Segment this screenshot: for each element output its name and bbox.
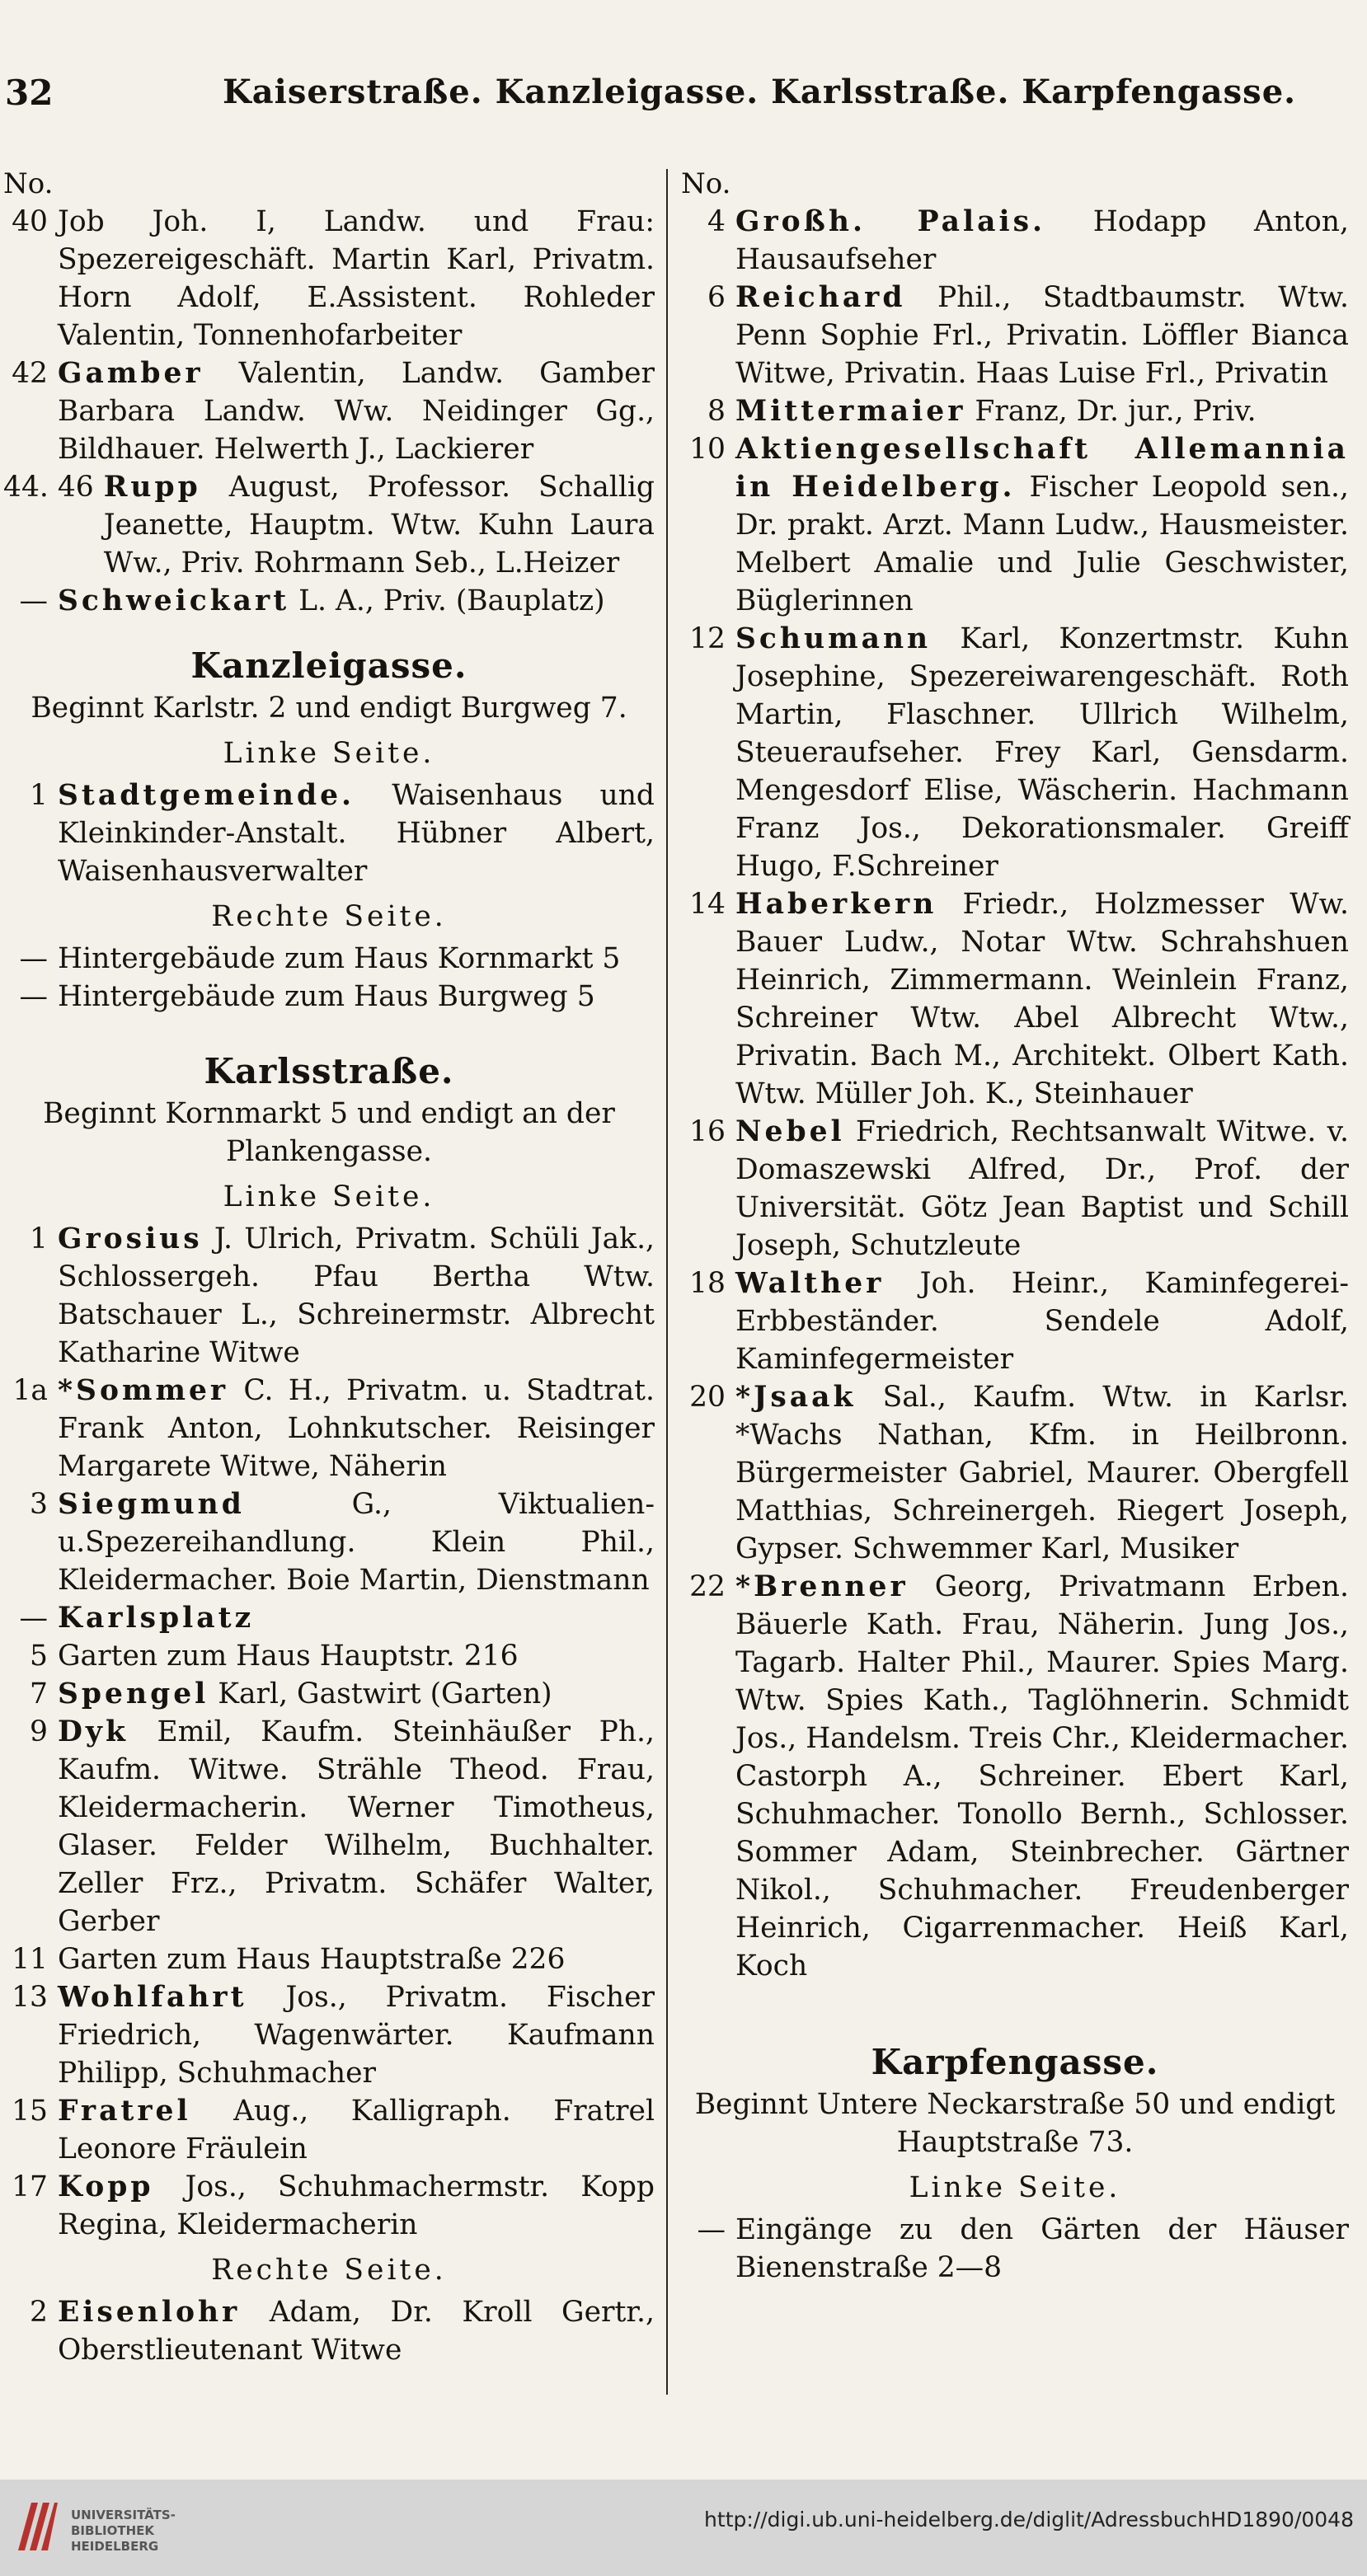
section-intro: Beginnt Karlstr. 2 und endigt Burgweg 7.: [31, 692, 627, 725]
section-heading: Karlsstraße.: [204, 1051, 454, 1091]
list-item: — Eingänge zu den Gärten der Häuser Bienenstraße 2—8: [697, 2213, 1349, 2284]
karlsstrasse-right-side: [681, 203, 1349, 1985]
section-intro: Beginnt Kornmarkt 5 und endigt an der Plankengasse.: [43, 1097, 615, 1168]
running-head: Kaiserstraße. Kanzleigasse. Karlsstraße. Karpfengasse.: [223, 73, 1297, 111]
list-item: 1 Stadtgemeinde. Waisenhaus und Kleinkinder-Anstalt. Hübner Albert, Waisenhausverwalter: [30, 779, 655, 888]
section-karlsstrasse: [3, 1049, 655, 2369]
list-item: — Hintergebäude zum Haus Burgweg 5: [19, 980, 595, 1013]
list-item: 8 Mittermaier Franz, Dr. jur., Priv.: [707, 395, 1257, 428]
list-item: 6 Reichard Phil., Stadtbaumstr. Wtw. Penn Sophie Frl., Privatin. Löffler Bianca Witwe, Privatin. Haas Luise Frl., Privatin: [707, 281, 1349, 390]
list-item: 13 Wohlfahrt Jos., Privatm. Fischer Friedrich, Wagenwärter. Kaufmann Philipp, Schuhmacher: [12, 1981, 655, 2090]
list-item: 40 Job Joh. I, Landw. und Frau: Spezereigeschäft. Martin Karl, Privatm. Horn Adolf, E.Assistent. Rohleder Valentin, Tonnenhofarbeiter: [12, 205, 655, 352]
list-item: 22 *Brenner Georg, Privatmann Erben. Bäuerle Kath. Frau, Näherin. Jung Jos., Tagarb. Halter Phil., Maurer. Spies Marg. Wtw. Spies Kath., Taglöhnerin. Schmidt Jos., Handelsm. Treis Chr., Kleidermacher. Castorph A., Schreiner. Ebert Karl, Schuhmacher. Tonollo Bernh., Schlosser. Sommer Adam, Steinbrecher. Gärtner Nikol., Schuhmacher. Freudenberger Heinrich, Cigarrenmacher. Heiß Karl, Koch: [689, 1570, 1349, 1982]
university-seal-icon: [15, 2499, 59, 2554]
list-item: 1 Grosius J. Ulrich, Privatm. Schüli Jak., Schlossergeh. Pfau Bertha Wtw. Batschauer L., Schreinermstr. Albrecht Katharine Witwe: [30, 1222, 655, 1369]
library-name: UNIVERSITÄTS- BIBLIOTHEK HEIDELBERG: [71, 2508, 176, 2554]
list-item: 12 Schumann Karl, Konzertmstr. Kuhn Josephine, Spezereiwarengeschäft. Roth Martin, Flaschner. Ullrich Wilhelm, Steueraufseher. Frey Karl, Gensdarm. Mengesdorf Elise, Wäscherin. Hachmann Franz Jos., Dekorationsmaler. Greiff Hugo, F.Schreiner: [689, 622, 1349, 883]
list-item: — Schweickart L. A., Priv. (Bauplatz): [19, 584, 605, 617]
list-item: 17 Kopp Jos., Schuhmachermstr. Kopp Regina, Kleidermacherin: [12, 2170, 655, 2241]
list-item: 5 Garten zum Haus Hauptstr. 216: [30, 1640, 519, 1673]
right-column: [681, 165, 1349, 2287]
list-item: — Hintergebäude zum Haus Kornmarkt 5: [19, 942, 621, 975]
list-item: 11 Garten zum Haus Hauptstraße 226: [12, 1943, 566, 1976]
side-label: Linke Seite.: [223, 1180, 435, 1213]
number-label: No.: [681, 167, 731, 200]
list-item: 42 Gamber Valentin, Landw. Gamber Barbara Landw. Ww. Neidinger Gg., Bildhauer. Helwerth J., Lackierer: [12, 357, 655, 466]
list-item: 18 Walther Joh. Heinr., Kaminfegerei-Erbbeständer. Sendele Adolf, Kaminfegermeister: [689, 1267, 1349, 1376]
list-item: 3 Siegmund G., Viktualien- u.Spezereihandlung. Klein Phil., Kleidermacher. Boie Martin, Dienstmann: [30, 1488, 655, 1597]
list-item: 20 *Jsaak Sal., Kaufm. Wtw. in Karlsr. *Wachs Nathan, Kfm. in Heilbronn. Bürgermeister Gabriel, Maurer. Obergfell Matthias, Schreinergeh. Riegert Joseph, Gypser. Schwemmer Karl, Musiker: [689, 1381, 1349, 1565]
side-label: Linke Seite.: [223, 737, 435, 770]
page-header: [0, 73, 1367, 130]
page-number: 32: [5, 73, 54, 113]
list-item: 4 Großh. Palais. Hodapp Anton, Hausaufseher: [707, 205, 1349, 276]
column-divider: [666, 169, 668, 2395]
kaiserstrasse-continued: [3, 203, 655, 620]
side-label: Linke Seite.: [909, 2171, 1121, 2204]
list-item: — Karlsplatz: [19, 1602, 255, 1635]
list-item: 2 Eisenlohr Adam, Dr. Kroll Gertr., Oberstlieutenant Witwe: [30, 2296, 655, 2367]
list-item: 7 Spengel Karl, Gastwirt (Garten): [30, 1677, 552, 1710]
number-label: No.: [3, 167, 54, 200]
side-label: Rechte Seite.: [211, 2254, 447, 2287]
section-karpfengasse: [681, 2039, 1349, 2287]
list-item: 9 Dyk Emil, Kaufm. Steinhäußer Ph., Kaufm. Witwe. Strähle Theod. Frau, Kleidermacherin. Werner Timotheus, Glaser. Felder Wilhelm, Buchhalter. Zeller Frz., Privatm. Schäfer Walter, Gerber: [30, 1715, 655, 1938]
section-heading: Kanzleigasse.: [190, 645, 467, 686]
list-item: 44. 46 Rupp August, Professor. Schallig Jeanette, Hauptm. Wtw. Kuhn Laura Ww., Priv. Rohrmann Seb., L.Heizer: [3, 471, 655, 579]
section-heading: Karpfengasse.: [871, 2042, 1159, 2082]
viewer-footer: [0, 2480, 1367, 2576]
list-item: 16 Nebel Friedrich, Rechtsanwalt Witwe. v. Domaszewski Alfred, Dr., Prof. der Universität. Götz Jean Baptist und Schill Joseph, Schutzleute: [689, 1115, 1349, 1262]
list-item: 14 Haberkern Friedr., Holzmesser Ww. Bauer Ludw., Notar Wtw. Schrahshuen Heinrich, Zimmermann. Weinlein Franz, Schreiner Wtw. Abel Albrecht Wtw., Privatin. Bach M., Architekt. Olbert Kath. Wtw. Müller Joh. K., Steinhauer: [689, 888, 1349, 1110]
section-intro: Beginnt Untere Neckarstraße 50 und endigt Hauptstraße 73.: [694, 2088, 1336, 2159]
list-item: 1a *Sommer C. H., Privatm. u. Stadtrat. Frank Anton, Lohnkutscher. Reisinger Margarete Witwe, Näherin: [12, 1374, 655, 1483]
section-kanzleigasse: [3, 643, 655, 1016]
left-column: [3, 165, 655, 2369]
list-item: 15 Fratrel Aug., Kalligraph. Fratrel Leonore Fräulein: [12, 2095, 655, 2165]
side-label: Rechte Seite.: [211, 900, 447, 933]
source-url-link[interactable]: http://digi.ub.uni-heidelberg.de/diglit/AdressbuchHD1890/0048: [704, 2508, 1354, 2531]
list-item: 10 Aktiengesellschaft Allemannia in Heidelberg. Fischer Leopold sen., Dr. prakt. Arzt. Mann Ludw., Hausmeister. Melbert Amalie und Julie Geschwister, Büglerinnen: [689, 433, 1349, 617]
